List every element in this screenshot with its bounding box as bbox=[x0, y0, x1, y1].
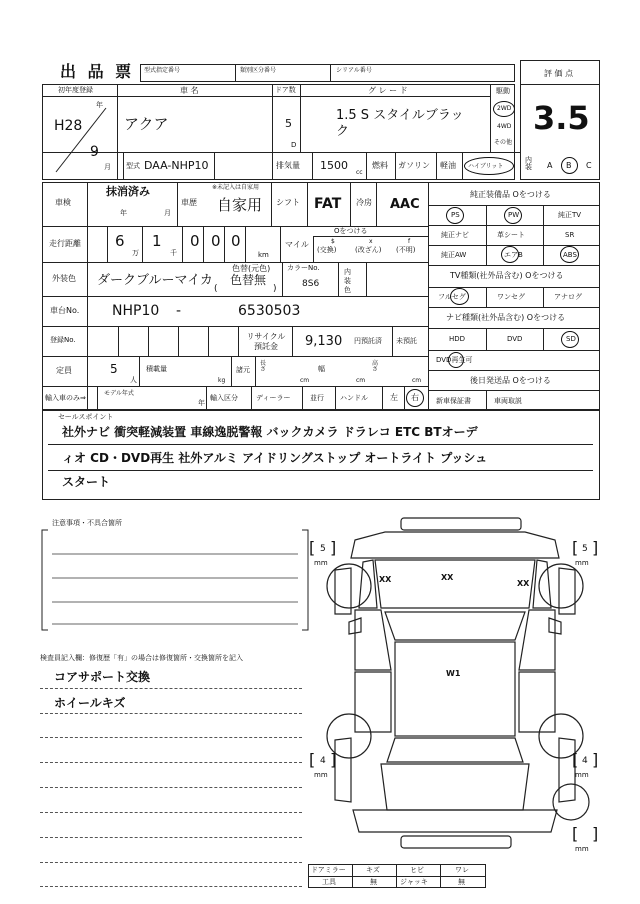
equip-sr: SR bbox=[565, 231, 575, 239]
tread-rr-open: [ bbox=[572, 750, 579, 769]
handle-right-circle bbox=[406, 389, 424, 407]
recycle-label: リサイクル預託金 bbox=[246, 332, 286, 351]
tread-rr-close: ] bbox=[592, 750, 599, 769]
exterior-color: ダークブルーマイカ bbox=[97, 273, 213, 288]
history-note: ※未記入は自家用 bbox=[212, 184, 260, 191]
shift-value: FAT bbox=[314, 196, 342, 212]
interior-grade-b: B bbox=[566, 161, 572, 170]
ac-label: 冷房 bbox=[356, 198, 372, 207]
drive-other: その他 bbox=[494, 139, 513, 146]
grade-value: 1.5 S スタイルブラック bbox=[336, 108, 464, 139]
door-count: 5 bbox=[285, 117, 292, 130]
height-cm-unit: cm bbox=[412, 377, 422, 384]
equip-aircon: エアB bbox=[504, 251, 523, 259]
handle-label: ハンドル bbox=[340, 394, 368, 402]
sales-line-2: ィオ CD・DVD再生 社外アルミ アイドリングストップ オートライト プッシュ bbox=[62, 451, 488, 465]
handle-right: 右 bbox=[411, 393, 419, 402]
car-damage-diagram bbox=[315, 510, 595, 860]
footer-crack: ヒビ bbox=[410, 866, 424, 874]
recycle-amount: 9,130 bbox=[305, 334, 343, 349]
tread-fl-close: ] bbox=[330, 538, 337, 557]
later-title: 後日発送品 Oをつける bbox=[470, 376, 551, 385]
tread-rl-unit: mm bbox=[314, 771, 328, 779]
nav-sd-circle bbox=[561, 331, 579, 348]
tread-rl-value: 4 bbox=[320, 756, 326, 766]
grade-label: グ レ ー ド bbox=[368, 86, 408, 95]
chassis-dash: - bbox=[176, 303, 182, 319]
repaint-label: 色替(元色) bbox=[232, 264, 271, 273]
tread-spare-close: ] bbox=[592, 824, 599, 843]
drive-2wd-circle bbox=[493, 101, 515, 117]
recycle-unpaid: 未預託 bbox=[396, 337, 417, 345]
notes-title: 注意事項・不具合箇所 bbox=[52, 519, 122, 527]
drive-label: 駆動 bbox=[496, 87, 510, 95]
interior-b-circle bbox=[561, 157, 578, 174]
nav-sd: SD bbox=[566, 335, 576, 343]
door-suffix: D bbox=[291, 141, 297, 149]
tread-rl-close: ] bbox=[330, 750, 337, 769]
equip-nav: 純正ナビ bbox=[441, 231, 469, 239]
color-label: 外装色 bbox=[52, 274, 76, 283]
tread-rr-value: 4 bbox=[582, 756, 588, 766]
interior-label: 内装 bbox=[525, 156, 532, 171]
repaint-paren-close: ) bbox=[273, 284, 277, 294]
equip-abs: ABS bbox=[563, 251, 577, 259]
fuel-diesel: 軽油 bbox=[440, 161, 456, 170]
later-manual: 車両取説 bbox=[494, 397, 522, 405]
sales-points-label: セールスポイント bbox=[58, 413, 114, 421]
footer-tools-none: 無 bbox=[370, 878, 377, 886]
mileage-km-unit: km bbox=[258, 251, 269, 259]
footer-jack-none: 無 bbox=[458, 878, 465, 886]
footer-mirror: ドアミラー bbox=[311, 866, 346, 874]
capacity-label: 定員 bbox=[56, 366, 72, 375]
recycle-paid: 円預託済 bbox=[354, 337, 382, 345]
footer-scratch: キズ bbox=[366, 866, 380, 874]
chassis-label: 車台No. bbox=[50, 306, 80, 315]
inspector-label: 検査員記入欄：修復歴「有」の場合は修復箇所・交換箇所を記入 bbox=[40, 654, 243, 662]
equip-ps-circle bbox=[446, 207, 464, 224]
tread-fr-close: ] bbox=[592, 538, 599, 557]
mileage-mile-option: マイル bbox=[285, 240, 309, 249]
fuel-label: 燃料 bbox=[372, 161, 388, 170]
mileage-digit-2: 1 bbox=[152, 232, 162, 250]
model-year-unit: 年 bbox=[198, 399, 205, 407]
import-label: 輸入車のみ⇒ bbox=[45, 394, 86, 402]
mileage-man-unit: 万 bbox=[132, 249, 139, 257]
height-label: 高さ bbox=[372, 360, 379, 373]
form-title: 出 品 票 bbox=[60, 62, 135, 81]
mileage-modified: (改ざん) bbox=[355, 246, 382, 254]
color-code: 8S6 bbox=[302, 279, 320, 289]
chassis-prefix: NHP10 bbox=[112, 303, 160, 319]
mileage-unknown: (不明) bbox=[396, 246, 416, 254]
capacity-value: 5 bbox=[110, 362, 118, 376]
load-kg-unit: kg bbox=[218, 377, 226, 384]
equip-abs-circle bbox=[560, 246, 579, 263]
fuel-gasoline: ガソリン bbox=[398, 161, 430, 170]
exchange-sym: $ bbox=[331, 238, 335, 245]
tv-fullseg-circle bbox=[450, 288, 469, 305]
tread-fr-open: [ bbox=[572, 538, 579, 557]
month-unit: 月 bbox=[104, 163, 111, 171]
damage-mark-fender-right: XX bbox=[517, 579, 530, 588]
later-warranty: 新車保証書 bbox=[436, 397, 471, 405]
mileage-digit-4: 0 bbox=[211, 232, 221, 250]
inspection-month-unit: 月 bbox=[164, 209, 171, 217]
load-label: 積載量 bbox=[146, 365, 167, 373]
nav-hdd: HDD bbox=[449, 335, 466, 343]
mileage-note: Oをつける bbox=[334, 227, 368, 235]
mileage-label: 走行距離 bbox=[49, 239, 81, 248]
model-designation-label: 型式指定番号 bbox=[144, 67, 181, 74]
width-label: 幅 bbox=[318, 365, 325, 373]
inspection-label: 車検 bbox=[55, 198, 71, 207]
equip-aw: 純正AW bbox=[441, 251, 467, 259]
tread-fr-unit: mm bbox=[575, 559, 589, 567]
fuel-hybrid-circle bbox=[464, 157, 514, 175]
year-unit: 年 bbox=[96, 101, 103, 109]
capacity-unit: 人 bbox=[130, 376, 137, 384]
unknown-sym: f bbox=[408, 238, 411, 245]
tv-fullseg: フルセグ bbox=[438, 293, 466, 301]
car-name-label: 車 名 bbox=[180, 86, 199, 95]
repaint-value: 色替無 bbox=[230, 273, 267, 287]
color-code-label: カラーNo. bbox=[287, 264, 320, 272]
modified-sym: x bbox=[369, 238, 373, 245]
tv-type-title: TV種類(社外品含む) Oをつける bbox=[450, 271, 564, 280]
door-count-label: ドア数 bbox=[275, 86, 296, 94]
interior-grade-a: A bbox=[547, 161, 553, 170]
sales-line-3: スタート bbox=[62, 475, 111, 489]
model-label: 型式 bbox=[126, 162, 140, 170]
equip-ps: PS bbox=[451, 211, 460, 219]
handle-left: 左 bbox=[390, 393, 398, 402]
tv-oneseg: ワンセグ bbox=[497, 293, 525, 301]
width-cm-unit: cm bbox=[356, 377, 366, 384]
displacement-label: 排気量 bbox=[276, 161, 300, 170]
length-cm-unit: cm bbox=[300, 377, 310, 384]
drive-4wd: 4WD bbox=[497, 123, 512, 130]
tread-fl-open: [ bbox=[309, 538, 316, 557]
inspector-item-1: コアサポート交換 bbox=[54, 670, 151, 684]
mileage-digit-3: 0 bbox=[190, 232, 200, 250]
cc-unit: cc bbox=[356, 169, 363, 176]
dims-label: 諸元 bbox=[236, 366, 250, 374]
equipment-title: 純正装備品 Oをつける bbox=[470, 190, 551, 199]
car-name: アクア bbox=[124, 115, 169, 133]
inspection-year-unit: 年 bbox=[120, 209, 127, 217]
nav-type-title: ナビ種類(社外品含む) Oをつける bbox=[446, 313, 566, 322]
sales-line-1: 社外ナビ 衝突軽減装置 車線逸脱警報 バックカメラ ドラレコ ETC BTオーデ bbox=[62, 425, 478, 439]
history-value: 自家用 bbox=[217, 196, 263, 214]
mileage-exchange: (交換) bbox=[317, 246, 337, 254]
import-category-label: 輸入区分 bbox=[210, 394, 238, 402]
score-value: 3.5 bbox=[533, 99, 590, 137]
dvd-playback-circle bbox=[448, 352, 464, 368]
damage-mark-roof: W1 bbox=[446, 669, 461, 678]
equip-pw-circle bbox=[504, 207, 522, 224]
interior-grade-c: C bbox=[586, 161, 592, 170]
import-dealer: ディーラー bbox=[256, 394, 291, 402]
import-parallel: 並行 bbox=[310, 394, 324, 402]
interior-color-label: 内装色 bbox=[344, 268, 351, 294]
equip-tv: 純正TV bbox=[558, 211, 582, 219]
serial-number-label: シリアル番号 bbox=[336, 67, 372, 74]
shift-label: シフト bbox=[276, 198, 300, 207]
damage-mark-hood-left: XX bbox=[379, 575, 392, 584]
tread-rr-unit: mm bbox=[575, 771, 589, 779]
first-reg-era: H28 bbox=[54, 118, 83, 134]
inspection-status: 抹消済み bbox=[106, 185, 150, 198]
tv-analog: アナログ bbox=[554, 293, 582, 301]
tread-fl-unit: mm bbox=[314, 559, 328, 567]
chassis-number: 6530503 bbox=[238, 303, 301, 319]
inspector-item-2: ホイールキズ bbox=[54, 696, 126, 710]
tread-rl-open: [ bbox=[309, 750, 316, 769]
model-code: DAA-NHP10 bbox=[144, 159, 209, 172]
tread-fr-value: 5 bbox=[582, 544, 588, 554]
repaint-paren-open: ( bbox=[214, 284, 218, 294]
tread-spare-unit: mm bbox=[575, 845, 589, 853]
displacement-value: 1500 bbox=[320, 159, 348, 172]
equip-pw: PW bbox=[508, 211, 520, 219]
first-registration-label: 初年度登録 bbox=[58, 86, 93, 94]
notes-bracket bbox=[40, 526, 310, 636]
first-reg-month: 9 bbox=[90, 144, 99, 160]
footer-tools: 工具 bbox=[322, 878, 336, 886]
fuel-hybrid: ハイブリット bbox=[468, 163, 504, 170]
footer-jack: ジャッキ bbox=[400, 878, 428, 886]
equip-leather: 革シート bbox=[497, 231, 525, 239]
drive-2wd: 2WD bbox=[497, 105, 512, 112]
tread-fl-value: 5 bbox=[320, 544, 326, 554]
mileage-digit-5: 0 bbox=[231, 232, 241, 250]
tread-spare-open: [ bbox=[572, 824, 579, 843]
header-id-row bbox=[140, 64, 515, 82]
nav-dvd: DVD bbox=[507, 335, 523, 343]
history-label: 車歴 bbox=[181, 198, 197, 207]
score-label: 評 価 点 bbox=[544, 69, 574, 78]
footer-broken: ワレ bbox=[455, 866, 469, 874]
damage-mark-hood: XX bbox=[441, 573, 454, 582]
registration-label: 登録No. bbox=[50, 336, 76, 344]
mileage-digit-1: 6 bbox=[115, 232, 125, 250]
equip-aircon-circle bbox=[501, 246, 519, 263]
dvd-playback: DVD再生可 bbox=[436, 356, 473, 364]
model-year-label: モデル年式 bbox=[104, 390, 134, 397]
length-label: 長さ bbox=[260, 360, 267, 373]
category-number-label: 類別区分番号 bbox=[240, 67, 277, 74]
ac-value: AAC bbox=[390, 197, 420, 212]
mileage-sen-unit: 千 bbox=[170, 249, 177, 257]
